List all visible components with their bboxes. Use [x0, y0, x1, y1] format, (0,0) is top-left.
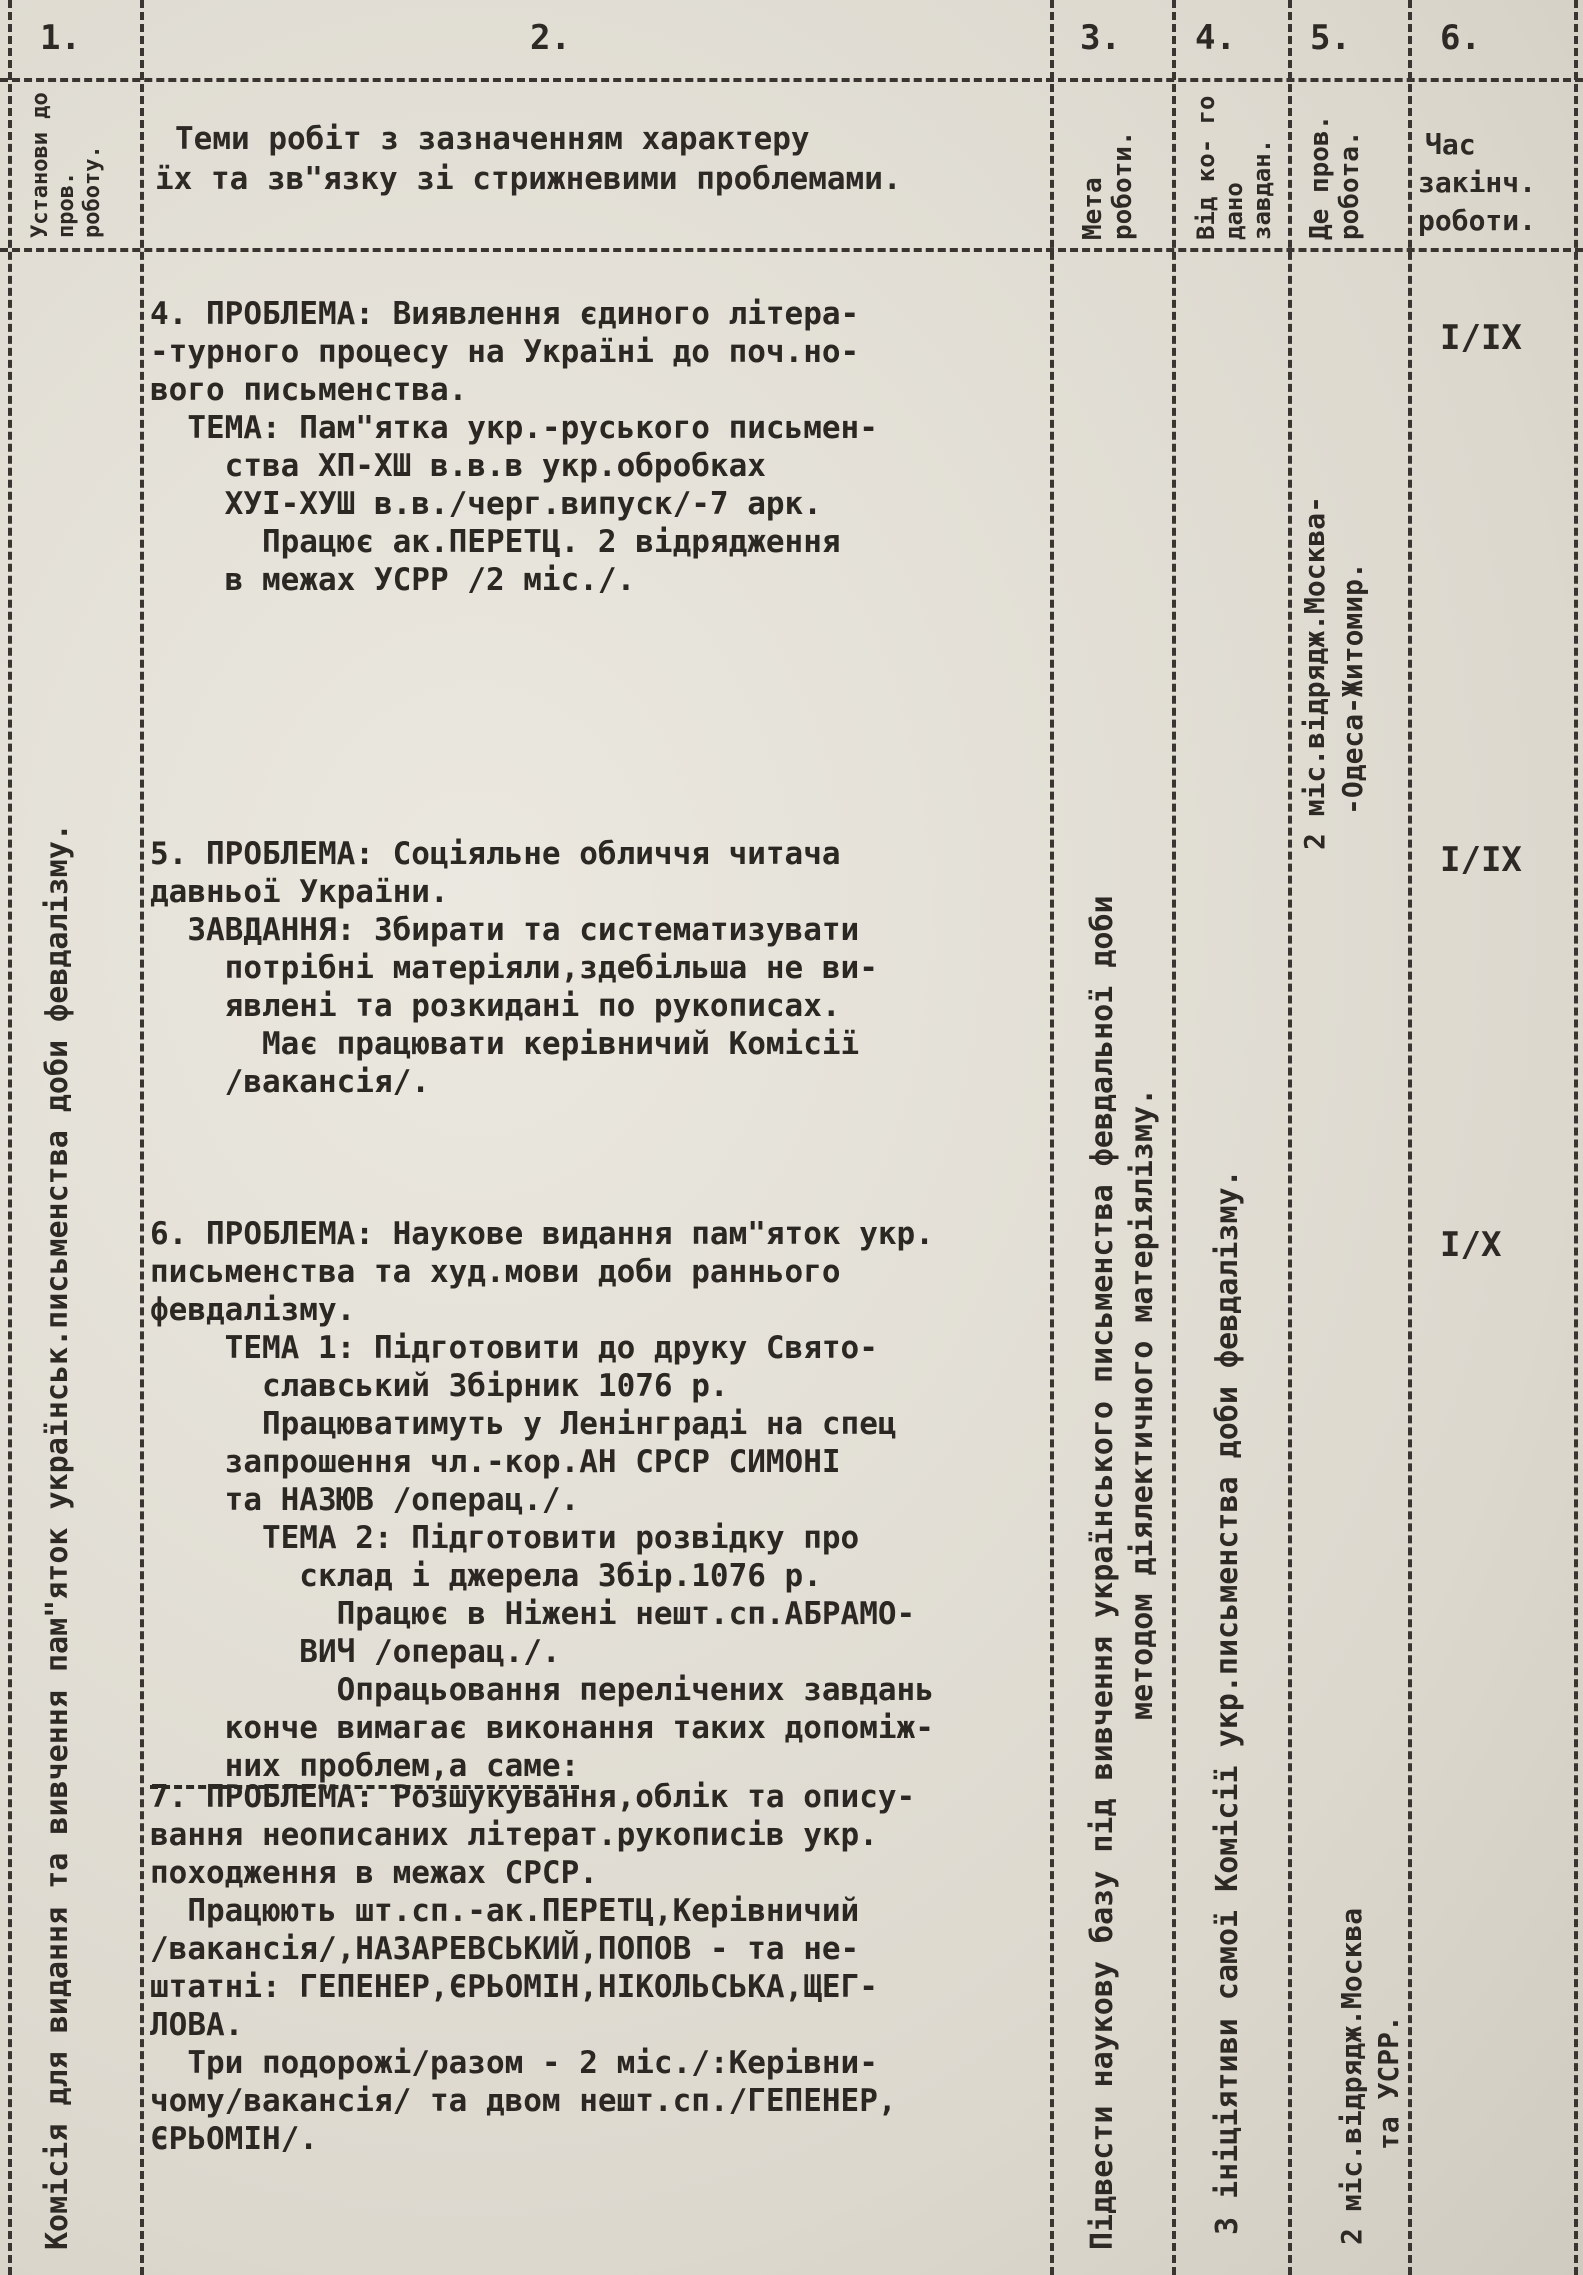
column-header-location: Де пров. робота. — [1305, 114, 1365, 240]
problem-block-4 — [150, 295, 1050, 599]
block-line: ЛОВА. — [150, 2007, 244, 2043]
block-line: потрібні матеріяли,здебільша не ви- — [150, 950, 878, 986]
column-divider-3 — [1172, 0, 1176, 2275]
column-header-goal: Мета роботи. — [1078, 130, 1138, 240]
goal-vertical-line2: методом діялектичного матеріялізму. — [1125, 1087, 1160, 1720]
goal-vertical-line1: Підвести наукову базу під вивчення українського письменства февдальної доби — [1085, 895, 1120, 2250]
block-line: конче вимагає виконання таких допоміж- — [150, 1710, 934, 1746]
column-divider-4 — [1288, 0, 1292, 2275]
block-line: ЗАВДАННЯ: Збирати та систематизувати — [150, 912, 860, 948]
commission-name-vertical: Комісія для видання та вивчення пам"яток українськ.письменства доби февдалізму. — [40, 823, 75, 2250]
location-bottom-line1: 2 міс.відрядж.Москва — [1335, 1907, 1368, 2245]
column-number-5: 5. — [1310, 18, 1351, 58]
column-header-institutions: Установи до пров. роботу. — [28, 92, 105, 238]
table-border-left — [8, 0, 12, 2275]
location-top-line1: 2 міс.відрядж.Москва- — [1298, 495, 1331, 850]
block-line: 6. ПРОБЛЕМА: Наукове видання пам"яток укр. — [150, 1216, 934, 1252]
column-number-3: 3. — [1080, 18, 1121, 58]
block-line: Три подорожі/разом - 2 міс./:Керівни- — [150, 2045, 878, 2081]
deadline-block-5: І/ІХ — [1440, 840, 1522, 880]
block-line: 5. ПРОБЛЕМА: Соціяльне обличчя читача — [150, 836, 841, 872]
block-line: штатні: ГЕПЕНЕР,ЄРЬОМІН,НІКОЛЬСЬКА,ЩЕГ- — [150, 1969, 878, 2005]
block-line: Має працювати керівничий Комісії — [150, 1026, 860, 1062]
location-top-line2: -Одеса-Житомир. — [1336, 562, 1369, 815]
column-header-topics-line1: Теми робіт з зазначенням характеру — [175, 121, 810, 157]
block-line: /вакансія/. — [150, 1064, 430, 1100]
block-line: Працює ак.ПЕРЕТЦ. 2 відрядження — [150, 524, 841, 560]
block-line: вання неописаних літерат.рукописів укр. — [150, 1817, 878, 1853]
block-line: чому/вакансія/ та двом нешт.сп./ГЕПЕНЕР, — [150, 2083, 897, 2119]
column-header-topics-line2: їх та зв"язку зі стрижневими проблемами. — [155, 161, 902, 197]
column-header-deadline-line3: роботи. — [1418, 204, 1537, 237]
column-number-2: 2. — [530, 18, 571, 58]
location-bottom-line2: та УСРР. — [1372, 2015, 1405, 2150]
column-divider-2 — [1050, 0, 1054, 2275]
column-header-deadline-line1: Час — [1425, 128, 1476, 161]
block-line: ТЕМА: Пам"ятка укр.-руського письмен- — [150, 410, 878, 446]
deadline-block-4: І/ІХ — [1440, 318, 1522, 358]
block-line: запрошення чл.-кор.АН СРСР СИМОНІ — [150, 1444, 841, 1480]
block-line: февдалізму. — [150, 1292, 356, 1328]
block-line: 7. ПРОБЛЕМА: Розшукування,облік та опису- — [150, 1779, 916, 1815]
block-line: -турного процесу на Україні до поч.но- — [150, 334, 860, 370]
block-line: вого письменства. — [150, 372, 468, 408]
row-divider-numbers — [0, 78, 1583, 82]
block-line: ХУІ-ХУШ в.в./черг.випуск/-7 арк. — [150, 486, 822, 522]
column-header-assigned-by: Від ко- го дано завдан. — [1192, 95, 1276, 240]
block-line: ства ХП-ХШ в.в.в укр.обробках — [150, 448, 766, 484]
column-number-1: 1. — [40, 18, 81, 58]
column-divider-5 — [1408, 0, 1412, 2275]
block-line: в межах УСРР /2 міс./. — [150, 562, 636, 598]
column-divider-1 — [140, 0, 144, 2275]
problem-block-7 — [150, 1778, 1050, 2158]
block-line: явлені та розкидані по рукописах. — [150, 988, 841, 1024]
block-line: склад і джерела Збір.1076 р. — [150, 1558, 822, 1594]
block-line: ВИЧ /операц./. — [150, 1634, 561, 1670]
block-line: письменства та худ.мови доби раннього — [150, 1254, 841, 1290]
block-line: та НАЗЮВ /операц./. — [150, 1482, 580, 1518]
problem-block-5 — [150, 835, 1050, 1101]
block-line: ЄРЬОМІН/. — [150, 2121, 318, 2157]
block-line: ТЕМА 1: Підготовити до друку Свято- — [150, 1330, 878, 1366]
column-header-deadline-line2: закінч. — [1418, 166, 1537, 199]
block-line: Працюватимуть у Ленінграді на спец — [150, 1406, 897, 1442]
deadline-block-6: І/Х — [1440, 1225, 1502, 1265]
block-line: Опрацьовання перелічених завдань — [150, 1672, 934, 1708]
block-line: /вакансія/,НАЗАРЕВСЬКИЙ,ПОПОВ - та не- — [150, 1931, 860, 1967]
column-number-6: 6. — [1440, 18, 1481, 58]
block-line: 4. ПРОБЛЕМА: Виявлення єдиного літера- — [150, 296, 860, 332]
problem-block-6 — [150, 1215, 1050, 1789]
table-border-right — [1574, 0, 1578, 2275]
block-line: Працюють шт.сп.-ак.ПЕРЕТЦ,Керівничий — [150, 1893, 860, 1929]
assigned-by-vertical: З ініціятиви самої Комісії укр.письменства доби февдалізму. — [1210, 1169, 1245, 2235]
block-line: славський Збірник 1076 р. — [150, 1368, 729, 1404]
block-line: походження в межах СРСР. — [150, 1855, 598, 1891]
row-divider-header — [0, 248, 1583, 252]
block-line: них проблем,а саме: — [150, 1747, 579, 1789]
block-line: Працює в Ніжені нешт.сп.АБРАМО- — [150, 1596, 916, 1632]
block-line: ТЕМА 2: Підготовити розвідку про — [150, 1520, 860, 1556]
block-line: давньої України. — [150, 874, 449, 910]
column-number-4: 4. — [1195, 18, 1236, 58]
